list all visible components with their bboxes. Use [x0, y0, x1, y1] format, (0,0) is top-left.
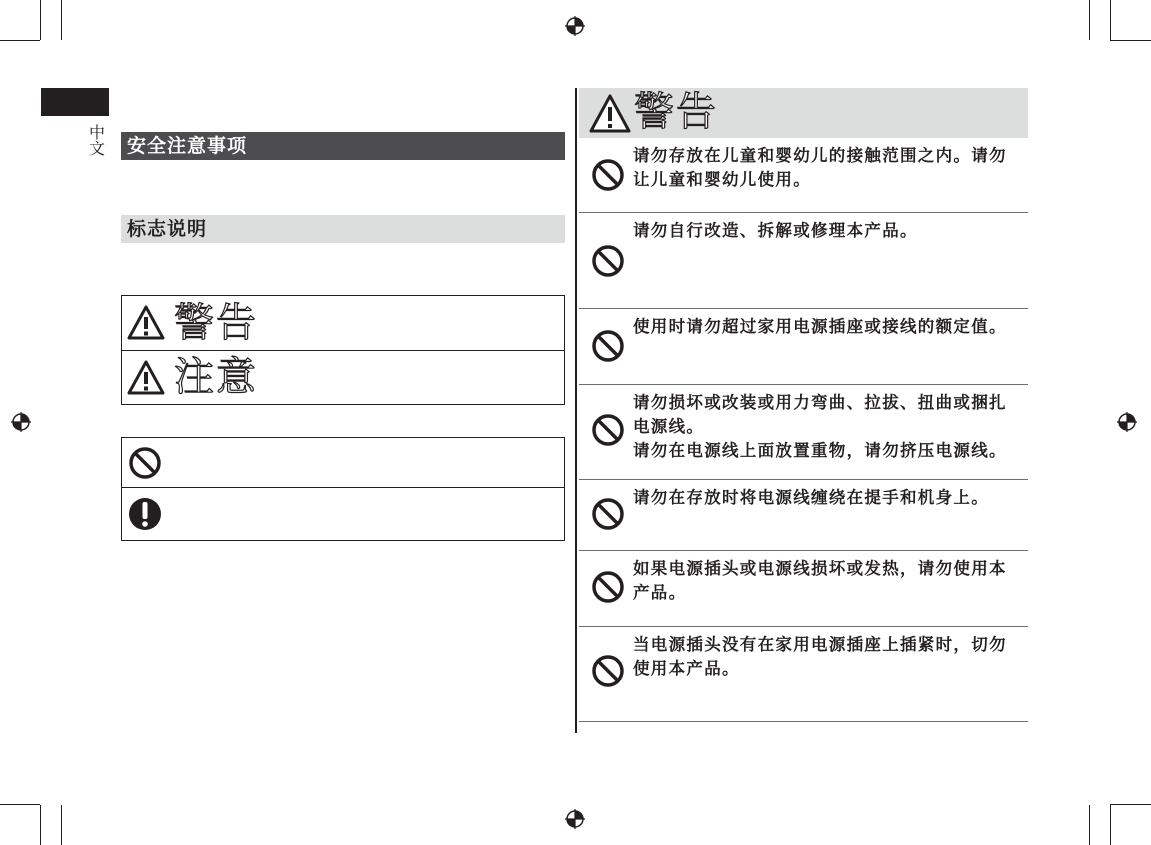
column-divider — [575, 88, 577, 733]
symbol-row-mandatory — [122, 488, 564, 541]
warning-item-text: 请勿存放在儿童和婴幼儿的接触范围之内。请勿让儿童和婴幼儿使用。 — [633, 146, 1007, 189]
prohibition-icon — [591, 413, 625, 447]
language-label: 中文 — [86, 124, 106, 156]
mandatory-action-icon — [128, 496, 162, 532]
list-item — [579, 551, 1028, 627]
warning-header-label: 警告 — [634, 89, 718, 135]
prohibition-icon — [591, 654, 625, 688]
warning-item-text — [633, 391, 1024, 463]
list-item — [579, 213, 1028, 309]
hazard-row-caution — [122, 351, 564, 405]
language-tab — [41, 88, 109, 116]
section-title: 安全注意事项 — [121, 132, 565, 160]
prohibition-icon — [591, 244, 625, 278]
registration-mark-bottom-icon — [563, 807, 587, 831]
warning-item-text: 如果电源插头或电源线损坏或发热，请勿使用本产品。 — [633, 559, 1007, 602]
warning-item-text: 当电源插头没有在家用电源插座上插紧时，切勿使用本产品。 — [633, 635, 1007, 678]
list-item — [579, 480, 1028, 551]
prohibition-icon — [128, 446, 162, 480]
warning-label: 警告 — [174, 300, 258, 346]
warning-header — [579, 88, 1028, 138]
prohibition-icon — [591, 497, 625, 531]
warning-item-line: 请勿损坏或改装或用力弯曲、拉拔、扭曲或捆扎电源线。 — [633, 393, 1007, 436]
warning-triangle-icon — [589, 94, 631, 134]
registration-mark-top-icon — [563, 14, 587, 38]
warning-item-text: 使用时请勿超过家用电源插座或接线的额定值。 — [633, 317, 1007, 336]
hazard-row-warning — [122, 296, 564, 351]
prohibition-icon — [591, 158, 625, 192]
registration-mark-right-icon — [1115, 410, 1139, 434]
prohibition-icon — [591, 329, 625, 363]
list-item — [579, 138, 1028, 213]
warning-triangle-icon — [127, 305, 165, 341]
prohibition-icon — [591, 570, 625, 604]
symbol-box — [121, 437, 565, 541]
registration-mark-left-icon — [9, 410, 33, 434]
list-item — [579, 627, 1028, 722]
warning-triangle-icon — [127, 360, 165, 396]
caution-label: 注意 — [174, 354, 258, 400]
warning-item-text: 请勿在存放时将电源线缠绕在提手和机身上。 — [633, 488, 989, 507]
warning-item-line: 请勿在电源线上面放置重物，请勿挤压电源线。 — [633, 441, 1007, 460]
list-item — [579, 309, 1028, 385]
subsection-title: 标志说明 — [121, 215, 565, 243]
list-item — [579, 385, 1028, 480]
hazard-level-box — [121, 295, 565, 405]
symbol-row-prohibited — [122, 438, 564, 488]
warning-item-text: 请勿自行改造、拆解或修理本产品。 — [633, 221, 918, 240]
